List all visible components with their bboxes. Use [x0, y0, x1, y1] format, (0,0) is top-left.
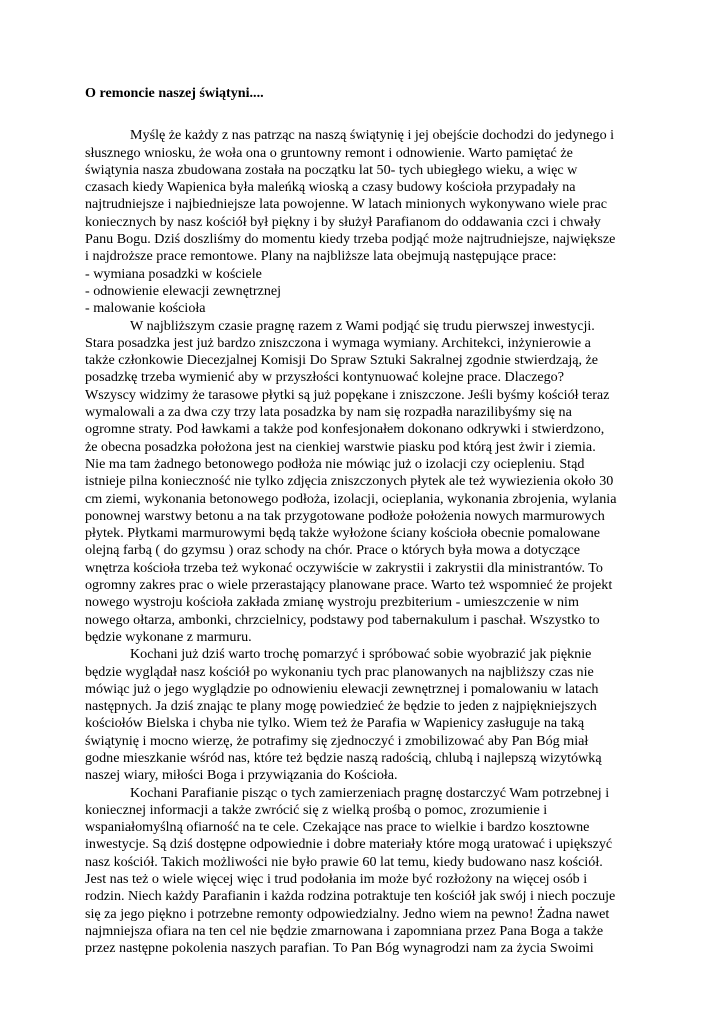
text-line: - odnowienie elewacji zewnętrznej	[85, 282, 282, 299]
text-line: nasz kościół. Takich możliwości nie było prawie 60 lat temu, kiedy budowano nasz kościół.	[85, 853, 603, 870]
text-line: także członkowie Diecezjalnej Komisji Do Spraw Sztuki Sakralnej zgodnie stwierdzają, że	[85, 352, 599, 369]
paragraph	[85, 127, 645, 317]
paragraph	[85, 318, 645, 647]
text-line: nowego ołtarza, ambonki, chrzcielnicy, podstawy pod tabernakulum i paschał. Wszystko to	[85, 611, 600, 628]
paragraph	[85, 646, 645, 784]
text-line: naszej wiary, miłości Boga i przywiązania do Kościoła.	[85, 767, 398, 784]
text-line: olejną farbą ( do gzymsu ) oraz schody na chór. Prace o których była mowa a dotyczące	[85, 542, 581, 559]
text-line: czasach kiedy Wapienica była maleńką wioską a czasy budowy kościoła przypadały na	[85, 179, 576, 196]
text-line: Myślę że każdy z nas patrząc na naszą świątynię i jej obejście dochodzi do jedynego i	[130, 127, 615, 144]
text-line: Stara posadzka jest już bardzo zniszczona i wymaga wymiany. Architekci, inżynierowie a	[85, 334, 591, 351]
text-line: Nie ma tam żadnego betonowego podłoża nie mówiąc już o izolacji czy ociepleniu. Stąd	[85, 455, 585, 472]
text-line: będzie wykonane z marmuru.	[85, 628, 252, 645]
document-body	[85, 127, 645, 957]
text-line: - wymiana posadzki w kościele	[85, 265, 262, 282]
text-line: rodzin. Niech każdy Parafianin i każda rodzina potraktuje ten kościół jak swój i niech poczuje	[85, 888, 616, 905]
text-line: inwestycje. Są dziś dostępne odpowiednie i dobre materiały które mogą uratować i upiększyć	[85, 836, 613, 853]
text-line: płytek. Płytkami marmurowymi będą także wyłożone ściany kościoła obecnie pomalowane	[85, 525, 601, 542]
text-line: cm ziemi, wykonania betonowego podłoża, izolacji, ocieplania, wykonania zbrojenia, wylania	[85, 490, 617, 507]
text-line: i najdroższe prace remontowe. Plany na najbliższe lata obejmują następujące prace:	[85, 248, 557, 265]
text-line: przez następne pokolenia naszych parafian. To Pan Bóg wynagrodzi nam za życia Swoimi	[85, 940, 594, 957]
text-line: świątynię i mocno wierzę, że potrafimy się zjednoczyć i zmobilizować aby Pan Bóg miał	[85, 732, 589, 749]
text-line: będzie wyglądał nasz kościół po wykonaniu tych prac planowanych na najbliższy czas nie	[85, 663, 594, 680]
text-line: Jest nas też o wiele więcej więc i trud podołania im może być rozłożony na więcej osób i	[85, 871, 588, 888]
text-line: ponownej warstwy betonu a na tak przygotowane podłoże położenia nowych marmurowych	[85, 507, 605, 524]
text-line: Kochani Parafianie pisząc o tych zamierzeniach pragnę dostarczyć Wam potrzebnej i	[130, 784, 610, 801]
text-line: Kochani już dziś warto trochę pomarzyć i spróbować sobie wyobrazić jak pięknie	[130, 646, 592, 663]
text-line: świątynia nasza zbudowana została na początku lat 50- tych ubiegłego wieku, a więc w	[85, 161, 578, 178]
text-line: godne mieszkanie wśród nas, które też będzie naszą radością, chlubą i najlepszą wizytówką	[85, 749, 602, 766]
text-line: ogromny zakres prac o wiele przerastający planowane prace. Warto też wspomnieć że projekt	[85, 577, 613, 594]
text-line: - malowanie kościoła	[85, 300, 206, 317]
text-line: nowego wystroju kościoła zakłada zmianę wystroju prezbiterium - umieszczenie w nim	[85, 594, 579, 611]
text-line: że obecna posadzka położona jest na cienkiej warstwie piasku pod którą jest żwir i ziemia.	[85, 438, 596, 455]
text-line: Wszyscy widzimy że tarasowe płytki są już popękane i zniszczone. Jeśli byśmy kościół teraz	[85, 386, 610, 403]
text-line: najtrudniejsze i najbiedniejsze lata powojenne. W latach minionych wykonywano wiele prac	[85, 196, 607, 213]
text-line: kościołów Bielska i chyba nie tylko. Wiem też że Parafia w Wapienicy zasługuje na taką	[85, 715, 585, 732]
text-line: słusznego wniosku, że woła ona o gruntowny remont i odnowienie. Warto pamiętać że	[85, 144, 573, 161]
text-line: mówiąc już o jego wyglądzie po odnowieniu elewacji zewnętrznej i pomalowaniu w latach	[85, 680, 599, 697]
paragraph	[85, 785, 645, 958]
title-spacer	[85, 102, 645, 127]
text-line: wymalowali a za dwa czy trzy lata posadzka by nam się rozpadła narazilibyśmy się na	[85, 404, 572, 421]
text-line: wnętrza kościoła trzeba też wykonać oczywiście w zakrystii i zakrystii dla ministrantów. To	[85, 559, 603, 576]
document-title: O remoncie naszej świątyni....	[85, 85, 264, 101]
text-line: koniecznej informacji a także zwrócić się z wielką prośbą o pomoc, zrozumienie i	[85, 801, 548, 818]
text-line: się za jego piękno i potrzebne remonty odpowiedzialny. Jedno wiem na pewno! Żadna nawet	[85, 905, 610, 922]
text-line: posadzkę trzeba wymienić aby w przyszłości kontynuować kolejne prace. Dlaczego?	[85, 369, 564, 386]
text-line: istnieje pilna konieczność nie tylko zdjęcia zniszczonych płytek ale też wywiezienia około 30	[85, 473, 614, 490]
text-line: najmniejsza ofiara na ten cel nie będzie zmarnowana i zapomniana przez Pana Boga a także	[85, 922, 604, 939]
text-line: W najbliższym czasie pragnę razem z Wami podjąć się trudu pierwszej inwestycji.	[130, 317, 595, 334]
document-page	[85, 85, 645, 958]
text-line: wspaniałomyślną ofiarność na te cele. Czekające nas prace to wielkie i bardzo kosztowne	[85, 819, 590, 836]
text-line: ogromne straty. Pod ławkami a także pod konfesjonałem dokonano odkrywki i stwierdzono,	[85, 421, 605, 438]
text-line: koniecznych by nasz kościół był piękny i by służył Parafianom do oddawania czci i chwały	[85, 213, 601, 230]
text-line: następnych. Ja dziś znając te plany mogę powiedzieć że będzie to jeden z najpiękniejszych	[85, 698, 597, 715]
text-line: Panu Bogu. Dziś doszliśmy do momentu kiedy trzeba podjąć może najtrudniejsze, największe	[85, 231, 616, 248]
